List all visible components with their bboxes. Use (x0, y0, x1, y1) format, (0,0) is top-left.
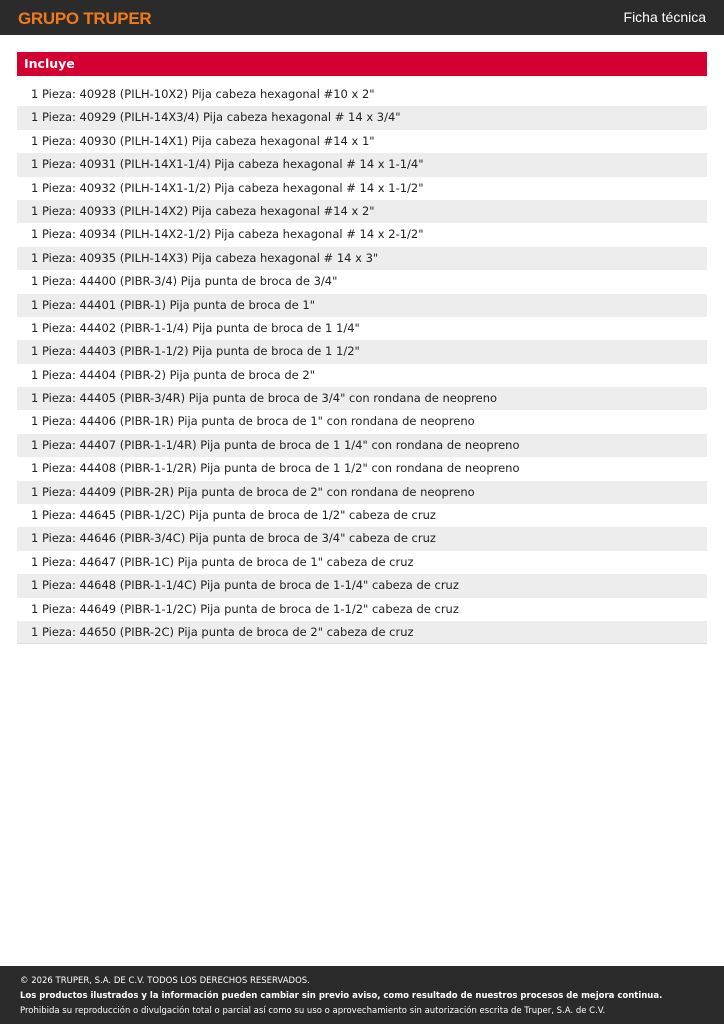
list-item: 1 Pieza: 40934 (PILH-14X2-1/2) Pija cabeza hexagonal # 14 x 2-1/2" (31, 227, 424, 242)
list-item: 1 Pieza: 44402 (PIBR-1-1/4) Pija punta de broca de 1 1/4" (31, 320, 360, 335)
page-footer (0, 966, 724, 1024)
document-type: Ficha técnica (623, 9, 706, 25)
list-item: 1 Pieza: 44407 (PIBR-1-1/4R) Pija punta de broca de 1 1/4" con rondana de neopreno (17, 434, 707, 457)
list-item: 1 Pieza: 44646 (PIBR-3/4C) Pija punta de broca de 3/4" cabeza de cruz (17, 527, 707, 550)
list-item: 1 Pieza: 44650 (PIBR-2C) Pija punta de broca de 2" cabeza de cruz (17, 621, 707, 644)
list-item: 1 Pieza: 44403 (PIBR-1-1/2) Pija punta de broca de 1 1/2" (17, 340, 707, 363)
list-item: 1 Pieza: 40935 (PILH-14X3) Pija cabeza hexagonal # 14 x 3" (17, 247, 707, 270)
list-item: 1 Pieza: 44648 (PIBR-1-1/4C) Pija punta de broca de 1-1/4" cabeza de cruz (17, 574, 707, 597)
list-item: 1 Pieza: 44649 (PIBR-1-1/2C) Pija punta de broca de 1-1/2" cabeza de cruz (31, 601, 459, 616)
list-item: 1 Pieza: 44409 (PIBR-2R) Pija punta de broca de 2" con rondana de neopreno (17, 481, 707, 504)
footer-prohibition: Prohibida su reproducción o divulgación total o parcial así como su uso o aprovechamiento sin autorización escrita de Truper, S.A. de C.V. (20, 1006, 606, 1016)
list-item: 1 Pieza: 40930 (PILH-14X1) Pija cabeza hexagonal #14 x 1" (31, 133, 375, 148)
footer-copyright: © 2026 TRUPER, S.A. DE C.V. TODOS LOS DERECHOS RESERVADOS. (20, 976, 310, 986)
list-item: 1 Pieza: 44647 (PIBR-1C) Pija punta de broca de 1" cabeza de cruz (31, 554, 414, 569)
included-items-list (17, 83, 707, 644)
list-item: 1 Pieza: 40932 (PILH-14X1-1/2) Pija cabeza hexagonal # 14 x 1-1/2" (31, 180, 424, 195)
brand-logo: GRUPO TRUPER (18, 9, 152, 28)
list-item: 1 Pieza: 44405 (PIBR-3/4R) Pija punta de broca de 3/4" con rondana de neopreno (17, 387, 707, 410)
list-item: 1 Pieza: 44400 (PIBR-3/4) Pija punta de broca de 3/4" (31, 274, 338, 289)
list-item: 1 Pieza: 44645 (PIBR-1/2C) Pija punta de broca de 1/2" cabeza de cruz (31, 508, 436, 523)
list-item: 1 Pieza: 40933 (PILH-14X2) Pija cabeza hexagonal #14 x 2" (17, 200, 707, 223)
list-item: 1 Pieza: 40928 (PILH-10X2) Pija cabeza hexagonal #10 x 2" (31, 87, 375, 101)
section-title-includes: Incluye (17, 52, 707, 76)
list-item: 1 Pieza: 44401 (PIBR-1) Pija punta de broca de 1" (17, 294, 707, 317)
list-item: 1 Pieza: 44406 (PIBR-1R) Pija punta de broca de 1" con rondana de neopreno (31, 414, 475, 429)
list-item: 1 Pieza: 44404 (PIBR-2) Pija punta de broca de 2" (31, 367, 315, 382)
page-header (0, 0, 724, 35)
list-item: 1 Pieza: 44408 (PIBR-1-1/2R) Pija punta de broca de 1 1/2" con rondana de neopreno (31, 461, 520, 476)
footer-notice: Los productos ilustrados y la información pueden cambiar sin previo aviso, como resultado de nuestros procesos de mejora continua. (20, 991, 663, 1001)
list-item: 1 Pieza: 40931 (PILH-14X1-1/4) Pija cabeza hexagonal # 14 x 1-1/4" (17, 153, 707, 176)
list-item: 1 Pieza: 40929 (PILH-14X3/4) Pija cabeza hexagonal # 14 x 3/4" (17, 106, 707, 129)
